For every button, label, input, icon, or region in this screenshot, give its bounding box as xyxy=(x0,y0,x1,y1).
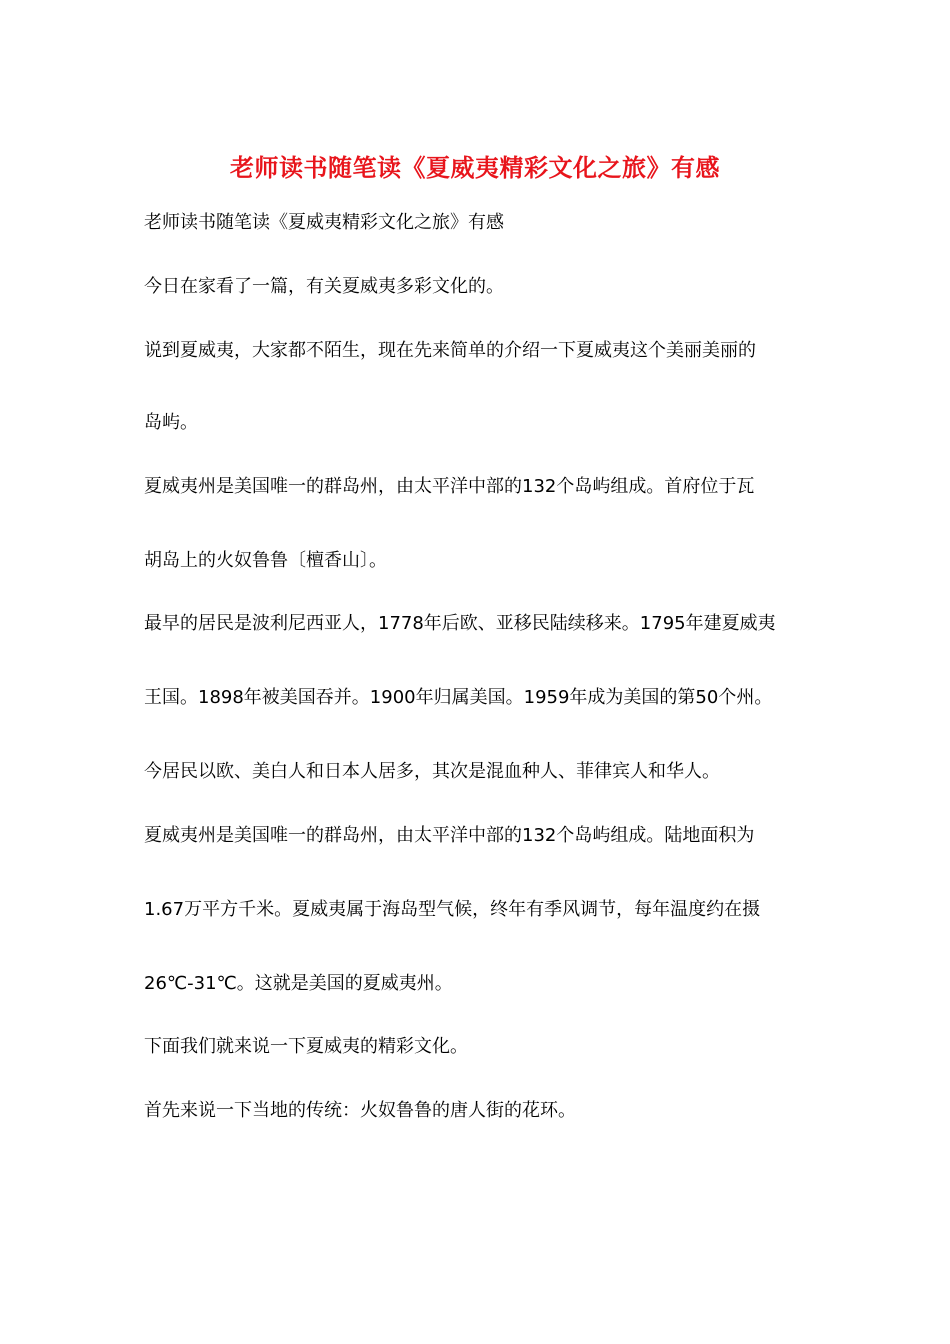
paragraph-line-11: 1.67万平方千米。夏威夷属于海岛型气候，终年有季风调节，每年温度约在摄 xyxy=(144,899,761,920)
paragraph-line-8: 王国。1898年被美国吞并。1900年归属美国。1959年成为美国的第50个州。 xyxy=(144,687,773,708)
document-title: 老师读书随笔读《夏威夷精彩文化之旅》有感 xyxy=(230,153,720,182)
paragraph-line-5: 夏威夷州是美国唯一的群岛州，由太平洋中部的132个岛屿组成。首府位于瓦 xyxy=(144,476,755,497)
paragraph-line-12: 26℃-31℃。这就是美国的夏威夷州。 xyxy=(144,973,453,994)
paragraph-line-3: 说到夏威夷，大家都不陌生，现在先来简单的介绍一下夏威夷这个美丽美丽的 xyxy=(144,340,756,361)
paragraph-line-13: 下面我们就来说一下夏威夷的精彩文化。 xyxy=(144,1036,468,1057)
paragraph-line-1: 老师读书随笔读《夏威夷精彩文化之旅》有感 xyxy=(144,212,504,233)
paragraph-line-10: 夏威夷州是美国唯一的群岛州，由太平洋中部的132个岛屿组成。陆地面积为 xyxy=(144,825,755,846)
paragraph-line-9: 今居民以欧、美白人和日本人居多，其次是混血种人、菲律宾人和华人。 xyxy=(144,761,720,782)
paragraph-line-6: 胡岛上的火奴鲁鲁〔檀香山〕。 xyxy=(144,550,387,571)
paragraph-line-4: 岛屿。 xyxy=(144,412,198,433)
paragraph-line-7: 最早的居民是波利尼西亚人，1778年后欧、亚移民陆续移来。1795年建夏威夷 xyxy=(144,613,776,634)
paragraph-line-2: 今日在家看了一篇，有关夏威夷多彩文化的。 xyxy=(144,276,504,297)
paragraph-line-14: 首先来说一下当地的传统：火奴鲁鲁的唐人街的花环。 xyxy=(144,1100,576,1121)
